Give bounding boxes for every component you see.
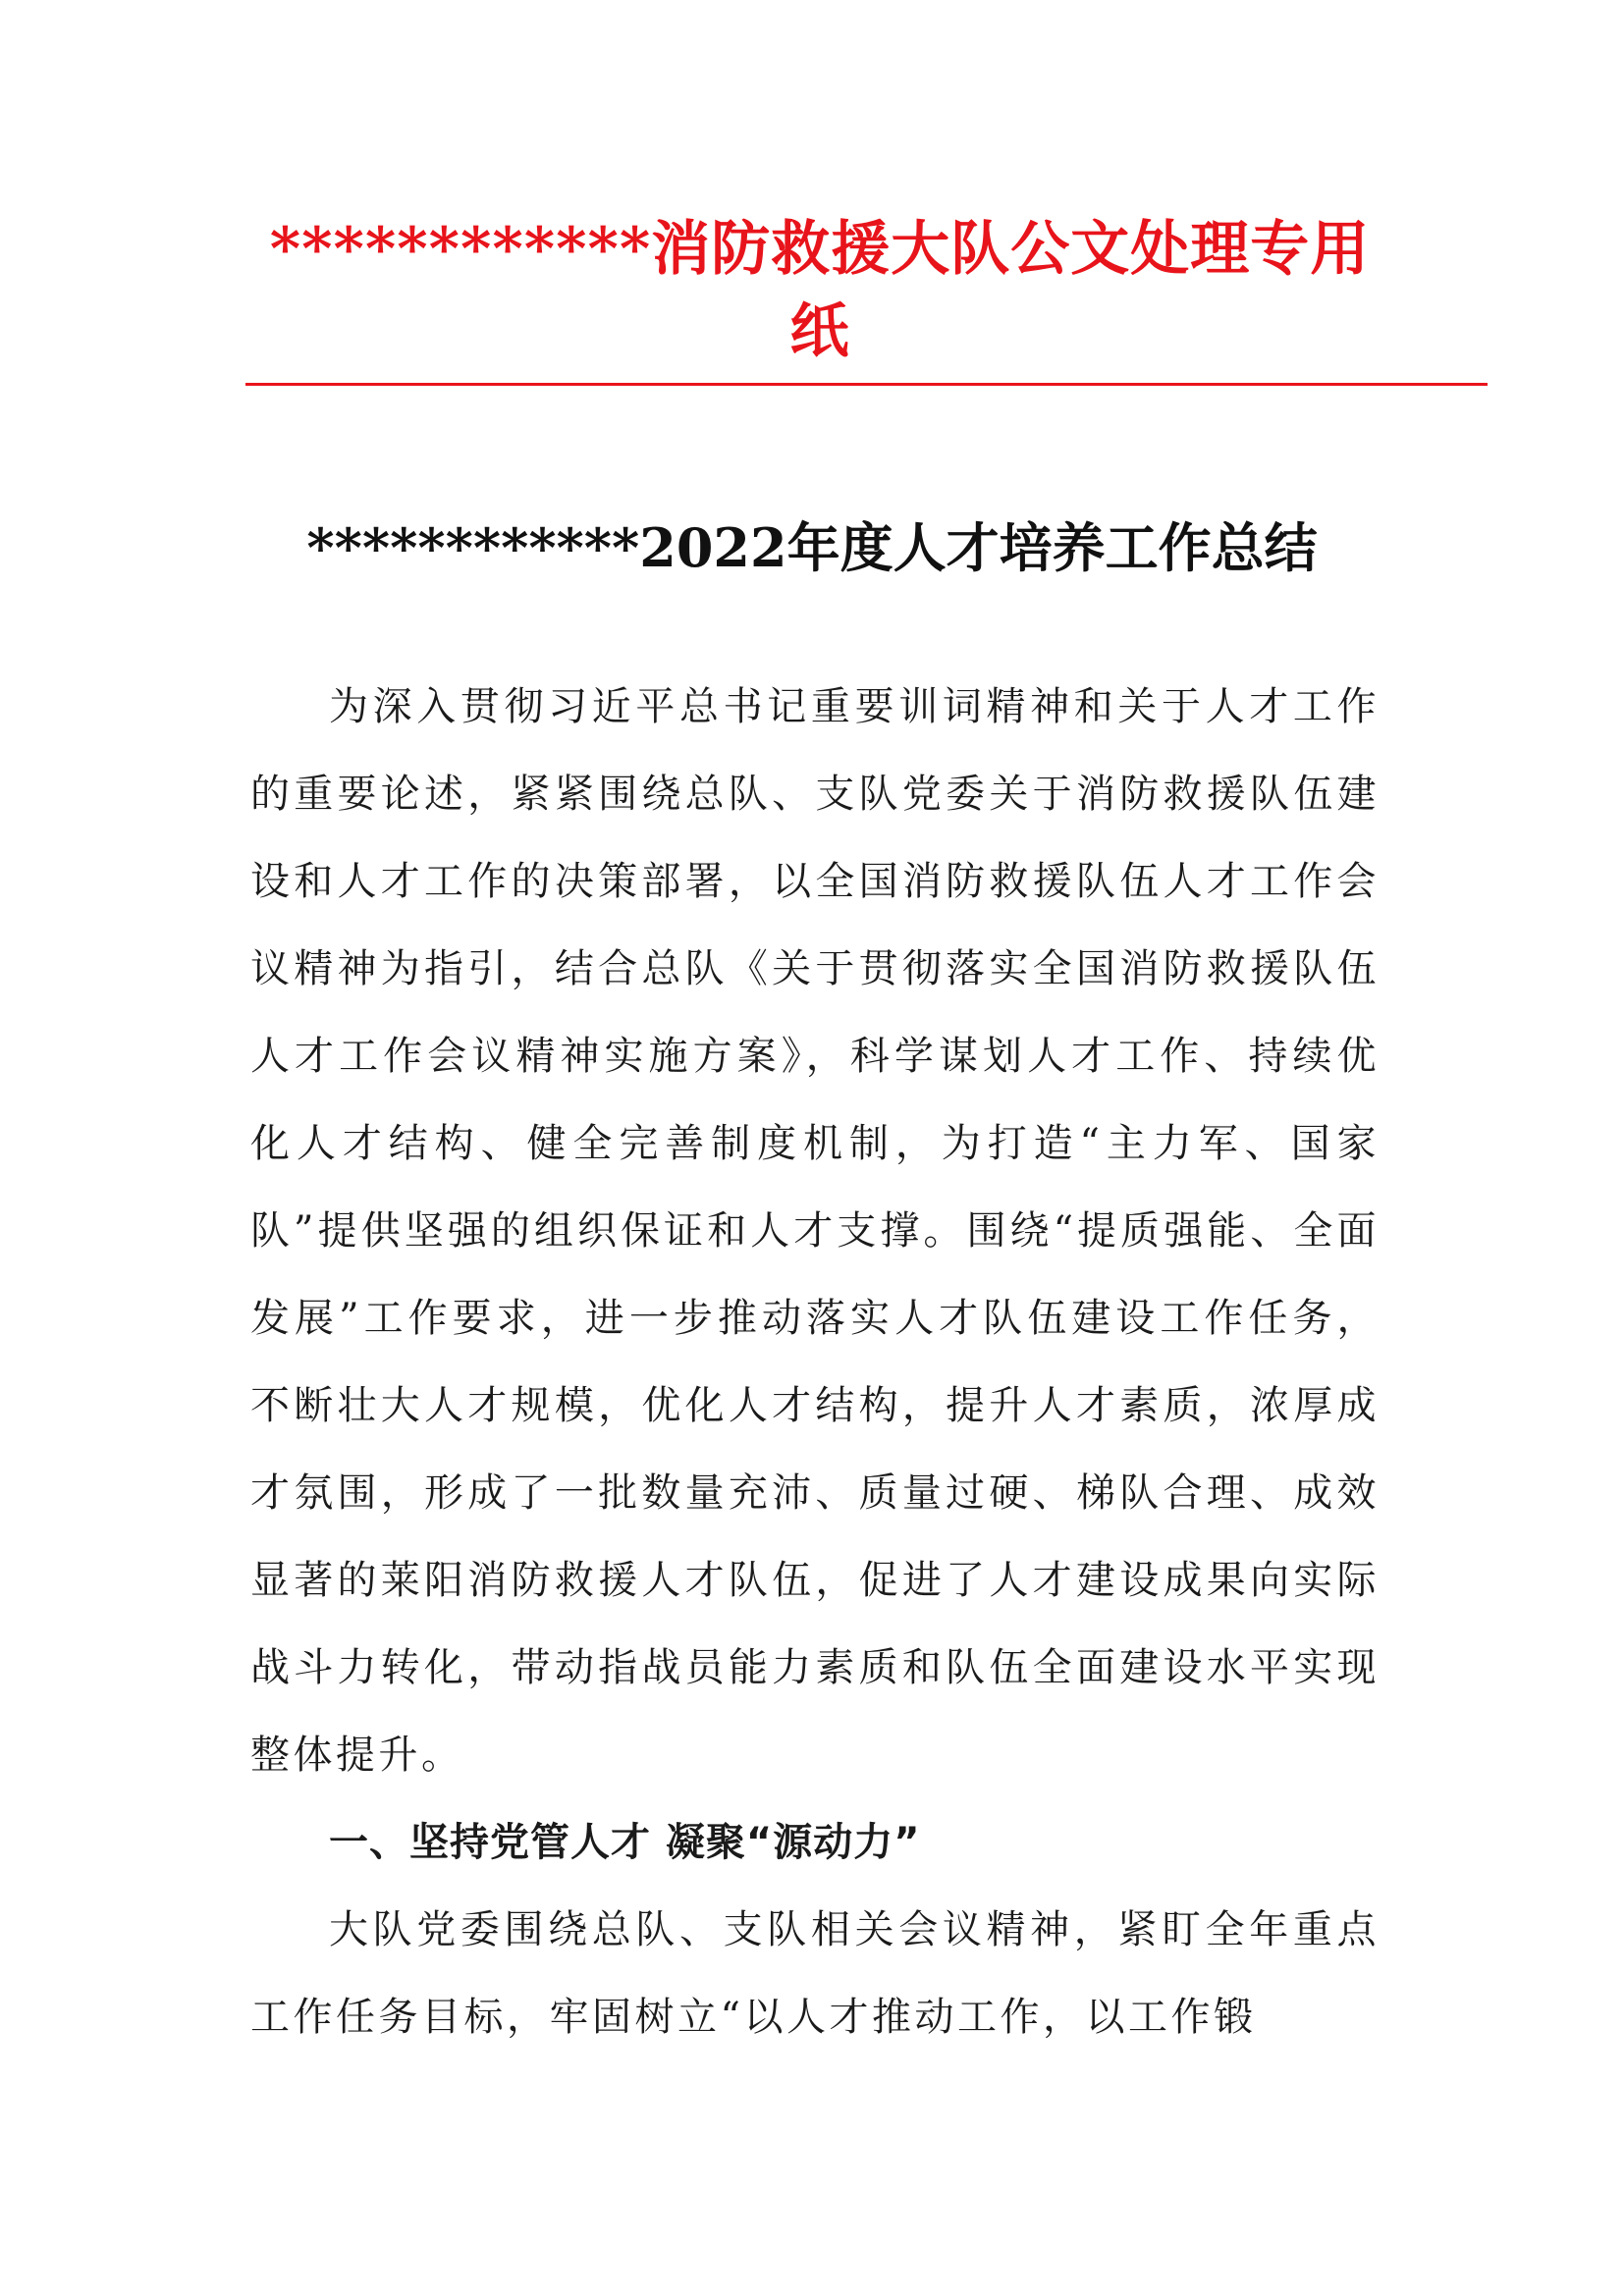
body-paragraph-section-1: 大队党委围绕总队、支队相关会议精神，紧盯全年重点工作任务目标，牢固树立“以人才推动工作，以工作锻 [250,1907,1380,2040]
letterhead-title: ************消防救援大队公文处理专用纸 [269,215,1371,366]
section-heading-1: 一、坚持党管人才 凝聚“源动力” [329,1820,921,1865]
document-title: ************2022年度人才培养工作总结 [306,516,1318,579]
body-paragraph-intro: 为深入贯彻习近平总书记重要训词精神和关于人才工作的重要论述，紧紧围绕总队、支队党委关于消防救援队伍建设和人才工作的决策部署，以全国消防救援队伍人才工作会议精神为指引，结合总队《关于贯彻落实全国消防救援队伍人才工作会议精神实施方案》，科学谋划人才工作、持续优化人才结构、健全完善制度机制，为打造“主力军、国家队”提供坚强的组织保证和人才支撑。围绕“提质强能、全面发展”工作要求，进一步推动落实人才队伍建设工作任务，不断壮大人才规模，优化人才结构，提升人才素质，浓厚成才氛围，形成了一批数量充沛、质量过硬、梯队合理、成效显著的莱阳消防救援人才队伍，促进了人才建设成果向实际战斗力转化，带动指战员能力素质和队伍全面建设水平实现整体提升。 [250,684,1380,1778]
document-body [250,664,1380,2061]
letterhead-red-rule [245,383,1488,386]
